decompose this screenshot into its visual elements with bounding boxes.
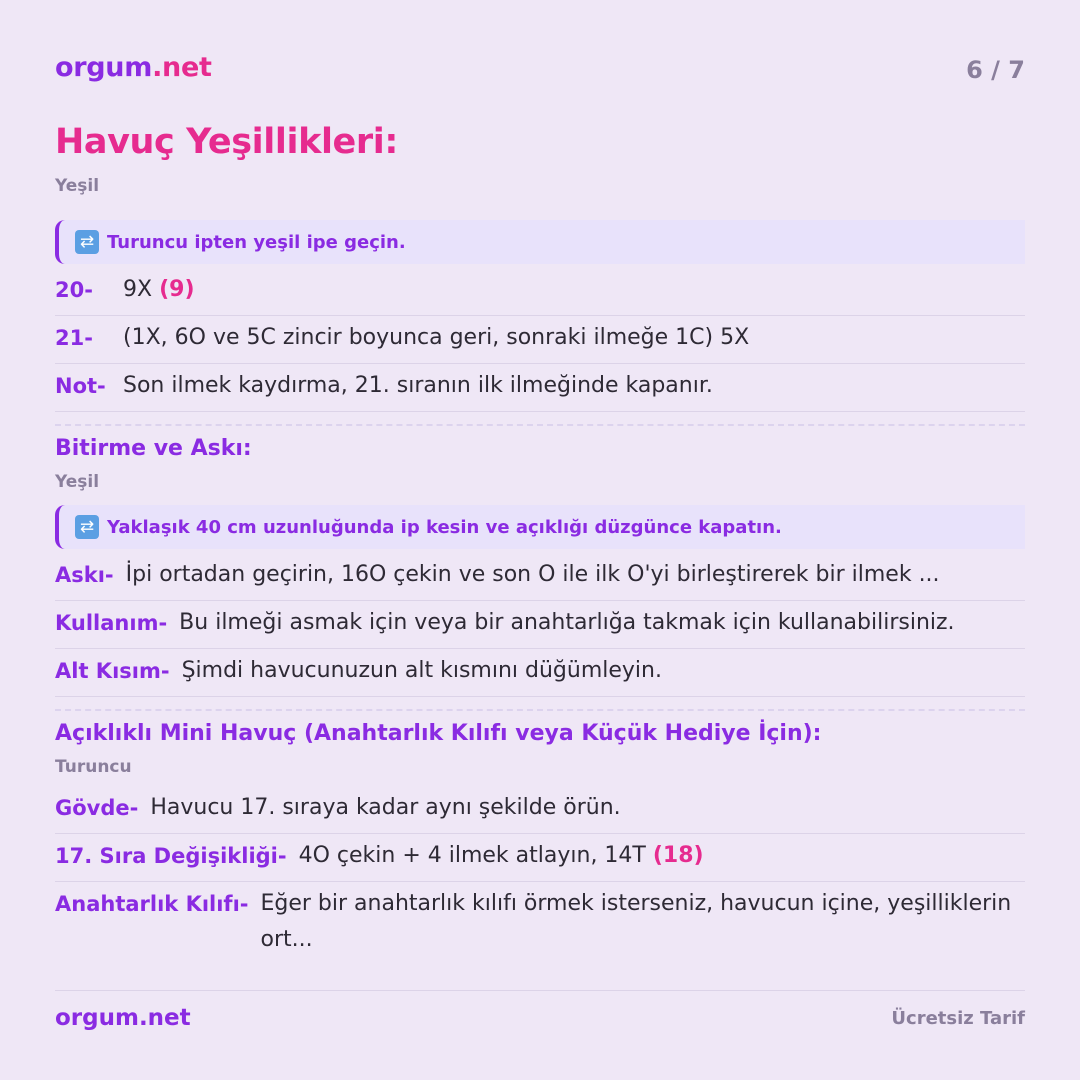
- arrows-cycle-icon: ⇄: [75, 515, 99, 539]
- pattern-row: [55, 838, 1025, 882]
- row-instruction: 9X: [123, 277, 153, 302]
- pattern-row: [55, 605, 1025, 649]
- footer-tagline: Ücretsiz Tarif: [891, 1008, 1025, 1029]
- row-label: Askı-: [55, 563, 114, 587]
- row-text: Bu ilmeği asmak için veya bir anahtarlığa takmak için kullanabilirsiniz.: [179, 610, 955, 635]
- brand-domain: .net: [152, 52, 212, 83]
- yarn-color-label: Turuncu: [55, 757, 132, 777]
- pattern-row: [55, 320, 1025, 364]
- row-text: Havucu 17. sıraya kadar aynı şekilde örün.: [150, 795, 621, 820]
- pattern-row: [55, 557, 1025, 601]
- row-text: Son ilmek kaydırma, 21. sıranın ilk ilmeğinde kapanır.: [123, 373, 713, 398]
- note-text: Turuncu ipten yeşil ipe geçin.: [107, 231, 406, 253]
- stitch-count: (9): [159, 277, 195, 302]
- pattern-row: [55, 368, 1025, 412]
- row-label: Kullanım-: [55, 611, 168, 635]
- row-label: Gövde-: [55, 796, 139, 820]
- row-label: 17. Sıra Değişikliği-: [55, 844, 287, 868]
- section-divider: [55, 424, 1025, 426]
- row-text: Eğer bir anahtarlık kılıfı örmek isterseniz, havucun içine, yeşilliklerin ort...: [260, 891, 1012, 952]
- row-label: 21-: [55, 326, 93, 350]
- instruction-note: [55, 505, 1025, 549]
- yarn-color-label: Yeşil: [55, 472, 100, 492]
- pattern-row: [55, 653, 1025, 697]
- row-label: Alt Kısım-: [55, 659, 170, 683]
- row-instruction: 4O çekin + 4 ilmek atlayın, 14T: [298, 843, 646, 868]
- pattern-row: [55, 272, 1025, 316]
- note-text: Yaklaşık 40 cm uzunluğunda ip kesin ve açıklığı düzgünce kapatın.: [107, 516, 782, 538]
- section-title-bitirme-ve-aski: Bitirme ve Askı:: [55, 436, 252, 461]
- arrows-cycle-icon: ⇄: [75, 230, 99, 254]
- brand-logo[interactable]: [55, 52, 212, 83]
- stitch-count: (18): [652, 843, 704, 868]
- section-divider: [55, 709, 1025, 711]
- row-text: İpi ortadan geçirin, 16O çekin ve son O ile ilk O'yi birleştirerek bir ilmek ...: [125, 562, 940, 587]
- instruction-note: [55, 220, 1025, 264]
- row-text: [123, 272, 195, 308]
- row-text: Şimdi havucunuzun alt kısmını düğümleyin.: [181, 658, 662, 683]
- section-title-mini-havuc: Açıklıklı Mini Havuç (Anahtarlık Kılıfı veya Küçük Hediye İçin):: [55, 721, 822, 746]
- pattern-row: [55, 790, 1025, 834]
- page-indicator: 6 / 7: [966, 56, 1025, 84]
- header: [55, 52, 1025, 92]
- row-label: Anahtarlık Kılıfı-: [55, 892, 249, 916]
- footer-brand[interactable]: orgum.net: [55, 1005, 191, 1031]
- pattern-row: [55, 886, 1025, 966]
- yarn-color-label: Yeşil: [55, 176, 100, 196]
- footer-divider: [55, 990, 1025, 991]
- row-text: (1X, 6O ve 5C zincir boyunca geri, sonraki ilmeğe 1C) 5X: [123, 325, 750, 350]
- brand-name: orgum: [55, 52, 153, 83]
- row-label: 20-: [55, 278, 93, 302]
- row-label: Not-: [55, 374, 106, 398]
- row-text: [299, 838, 704, 874]
- section-title-havuc-yesillikleri: Havuç Yeşillikleri:: [55, 122, 398, 162]
- recipe-page: [55, 0, 1025, 1080]
